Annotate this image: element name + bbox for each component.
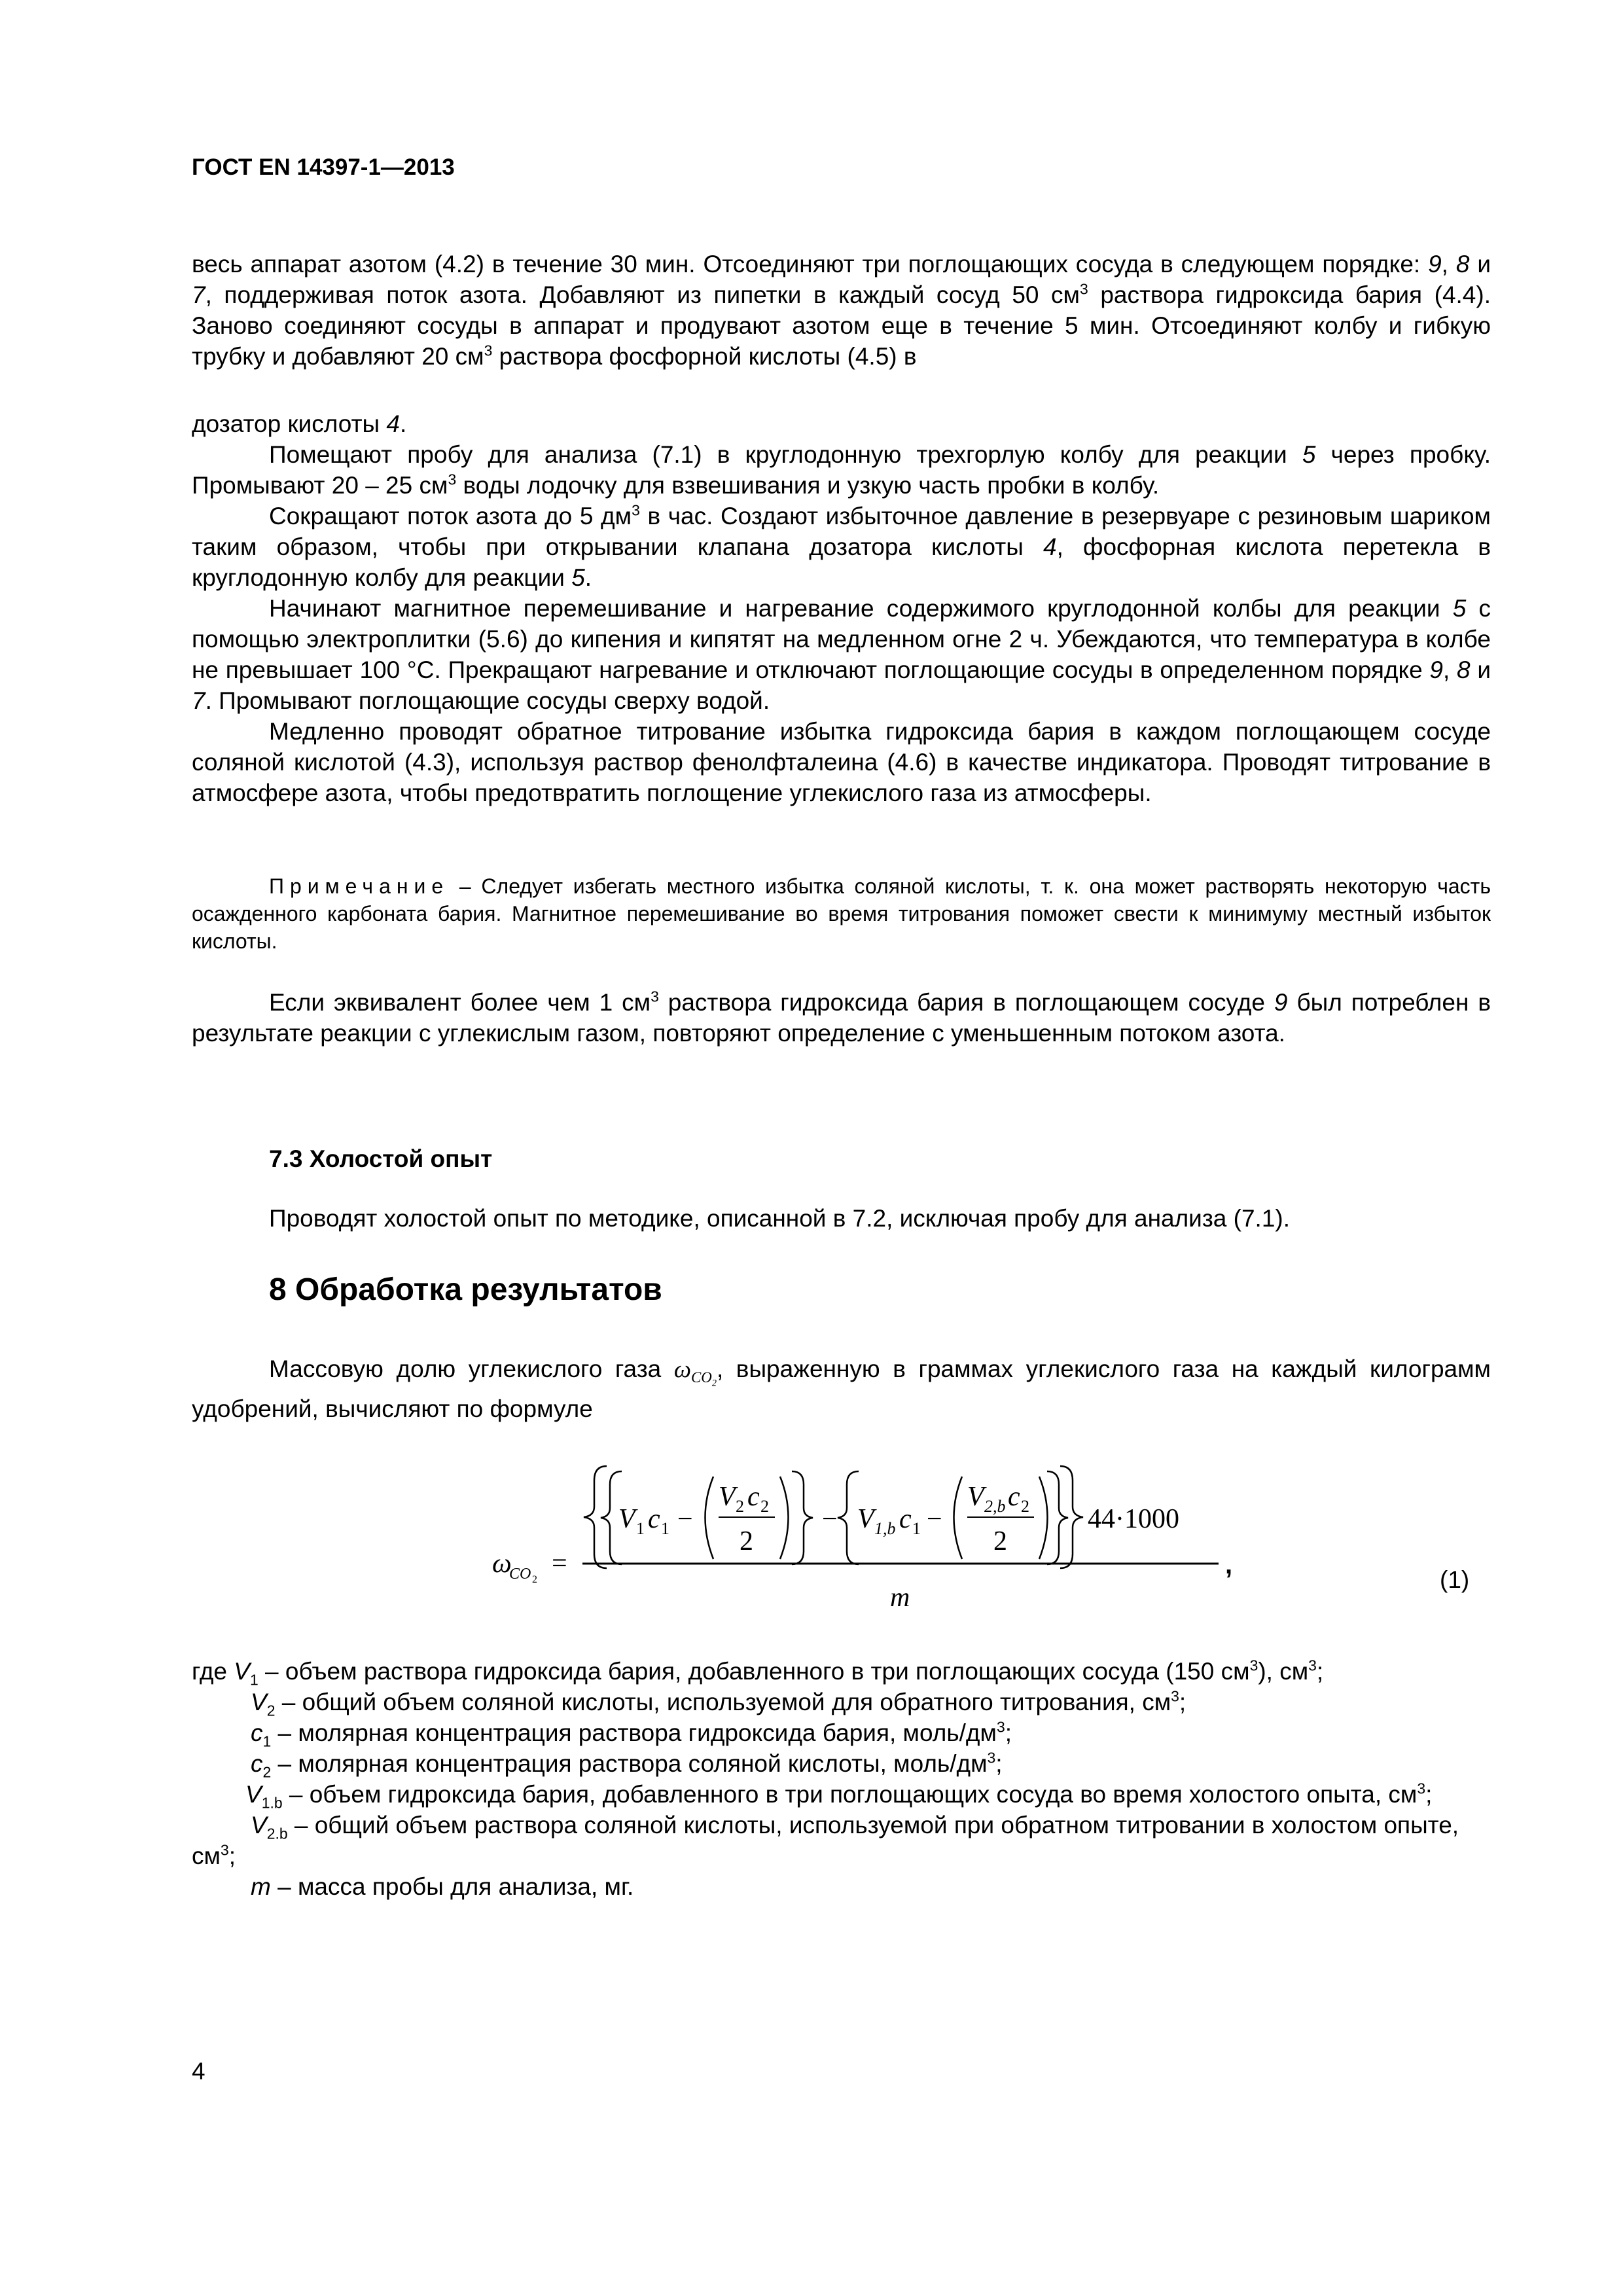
formula-1 xyxy=(458,1453,1374,1649)
svg-text:−: − xyxy=(677,1504,693,1534)
inner-right-brace-1 xyxy=(792,1471,813,1564)
formula-v1b: V xyxy=(857,1504,874,1534)
svg-text:−: − xyxy=(927,1504,942,1534)
page-number: 4 xyxy=(192,2058,205,2085)
svg-text:c: c xyxy=(899,1504,912,1534)
paragraph-2: дозатор кислоты 4. xyxy=(192,410,407,437)
paragraph-5: Начинают магнитное перемешивание и нагревание содержимого круглодонной колбы для реакции 5 с помощью электроплитки (5.6) до кипения и кипятят на медленном огне 2 ч. Убеждаются, что температура в колбе не превышает 100 °С. Прекращают нагревание и отключают поглощающие сосуды в определенном порядке 9, 8 и 7. Промывают поглощающие сосуды сверху водой. xyxy=(192,595,1491,714)
formula-c2: c xyxy=(747,1482,760,1512)
paragraphs-main xyxy=(192,408,1491,808)
paragraph-1: весь аппарат азотом (4.2) в течение 30 мин. Отсоединяют три поглощающих сосуда в следующем порядке: 9, 8 и 7, поддерживая поток азота. Добавляют из пипетки в каждый сосуд 50 $см^3$ раствора гидроксида бария (4.4). Заново соединяют сосуды в аппарат и продувают азотом еще в течение 5 мин. Отсоединяют колбу и гибкую трубку и добавляют 20 $см^3$ раствора фосфорной кислоты (4.5) в xyxy=(192,251,1491,370)
definitions-list xyxy=(192,1656,1491,1902)
definition-c1: $c_1$ – молярная концентрация раствора гидроксида бария, моль/$дм^3$; xyxy=(251,1718,1012,1750)
definition-v2: $V_2$ – общий объем соляной кислоты, используемой для обратного титрования, $см^3$; xyxy=(251,1687,1186,1719)
paragraph-3: Помещают пробу для анализа (7.1) в круглодонную трехгорлую колбу для реакции 5 через пробку. Промывают 20 – 25 $см^3$ воды лодочку для взвешивания и узкую часть пробки в колбу. xyxy=(192,441,1491,499)
formula-omega-sub: CO xyxy=(509,1566,531,1583)
inner-left-brace-2 xyxy=(838,1471,859,1564)
note xyxy=(192,872,1491,955)
svg-text:,: , xyxy=(1225,1551,1233,1579)
equation-number: (1) xyxy=(1440,1566,1470,1593)
svg-text:2,b: 2,b xyxy=(984,1497,1006,1516)
paragraph-7: Если эквивалент более чем 1 $см^3$ раствора гидроксида бария в поглощающем сосуде 9 был потреблен в результате реакции с углекислым газом, повторяют определение с уменьшенным потоком азота. xyxy=(192,988,1491,1047)
svg-text:1: 1 xyxy=(636,1519,645,1538)
definition-v1: где $V_1$ – объем раствора гидроксида бария, добавленного в три поглощающих сосуда (150 $см^3$), $см^3$; xyxy=(192,1657,1324,1689)
formula-omega: ω xyxy=(492,1549,512,1579)
svg-text:1: 1 xyxy=(912,1519,921,1538)
svg-text:2: 2 xyxy=(993,1526,1007,1556)
definition-v1b: $V_{1.b}$ – объем гидроксида бария, добавленного в три поглощающих сосуда во время холостого опыта, $см^3$; xyxy=(245,1780,1433,1812)
svg-text:1: 1 xyxy=(661,1519,669,1538)
omega-symbol-inline: $\omega_{CO_2}$ xyxy=(673,1356,717,1389)
formula-omega-sub2: 2 xyxy=(532,1574,537,1585)
definition-v2b: $V_{2.b}$ – общий объем раствора соляной кислоты, используемой при обратном титровании в холостом опыте, $см^3$; xyxy=(192,1812,1459,1869)
paragraph-6: Медленно проводят обратное титрование избытка гидроксида бария в каждом поглощающем сосуде соляной кислотой (4.3), используя раствор фенолфталеина (4.6) в качестве индикатора. Проводят титрование в атмосфере азота, чтобы предотвратить поглощение углекислого газа из атмосферы. xyxy=(192,718,1491,806)
section-7-3-text: Проводят холостой опыт по методике, описанной в 7.2, исключая пробу для анализа (7.1). xyxy=(269,1205,1291,1232)
formula-v1: V xyxy=(618,1504,635,1534)
svg-text:−: − xyxy=(822,1504,838,1534)
svg-text:1,b: 1,b xyxy=(874,1519,896,1538)
formula-factor: 44·1000 xyxy=(1088,1504,1179,1534)
inner-right-brace-2 xyxy=(1047,1471,1068,1564)
section-8-heading: 8 Обработка результатов xyxy=(269,1272,662,1307)
formula-denominator: m xyxy=(890,1583,910,1613)
paragraph-4: Сокращают поток азота до 5 $дм^3$ в час. Создают избыточное давление в резервуаре с резиновым шариком таким образом, чтобы при открывании клапана дозатора кислоты 4, фосфорная кислота перетекла в круглодонную колбу для реакции 5. xyxy=(192,501,1491,591)
svg-text:2: 2 xyxy=(736,1497,744,1516)
section-7-3-heading: 7.3 Холостой опыт xyxy=(269,1145,493,1172)
svg-text:2: 2 xyxy=(760,1497,769,1516)
definition-m: m – масса пробы для анализа, мг. xyxy=(251,1873,634,1900)
svg-text:2: 2 xyxy=(1021,1497,1029,1516)
formula-v2: V xyxy=(719,1482,736,1512)
note-label: Примечание xyxy=(269,874,450,898)
formula-c1: c xyxy=(648,1504,660,1534)
svg-text:c: c xyxy=(1008,1482,1020,1512)
definition-c2: $c_2$ – молярная концентрация раствора соляной кислоты, моль/$дм^3$; xyxy=(251,1749,1003,1781)
section-8-intro: Массовую долю углекислого газа $\omega_{CO_2}$, выраженную в граммах углекислого газа на каждый килограмм удобрений, вычисляют по формуле xyxy=(192,1355,1491,1422)
formula-v2b: V xyxy=(967,1482,984,1512)
document-header: ГОСТ EN 14397-1—2013 xyxy=(192,154,455,180)
note-text: – Следует избегать местного избытка соляной кислоты, т. к. она может растворять некоторую часть осажденного карбоната бария. Магнитное перемешивание во время титрования поможет свести к минимуму местный избыток кислоты. xyxy=(192,874,1491,953)
formula-equals: = xyxy=(552,1549,567,1579)
svg-text:2: 2 xyxy=(740,1526,753,1556)
